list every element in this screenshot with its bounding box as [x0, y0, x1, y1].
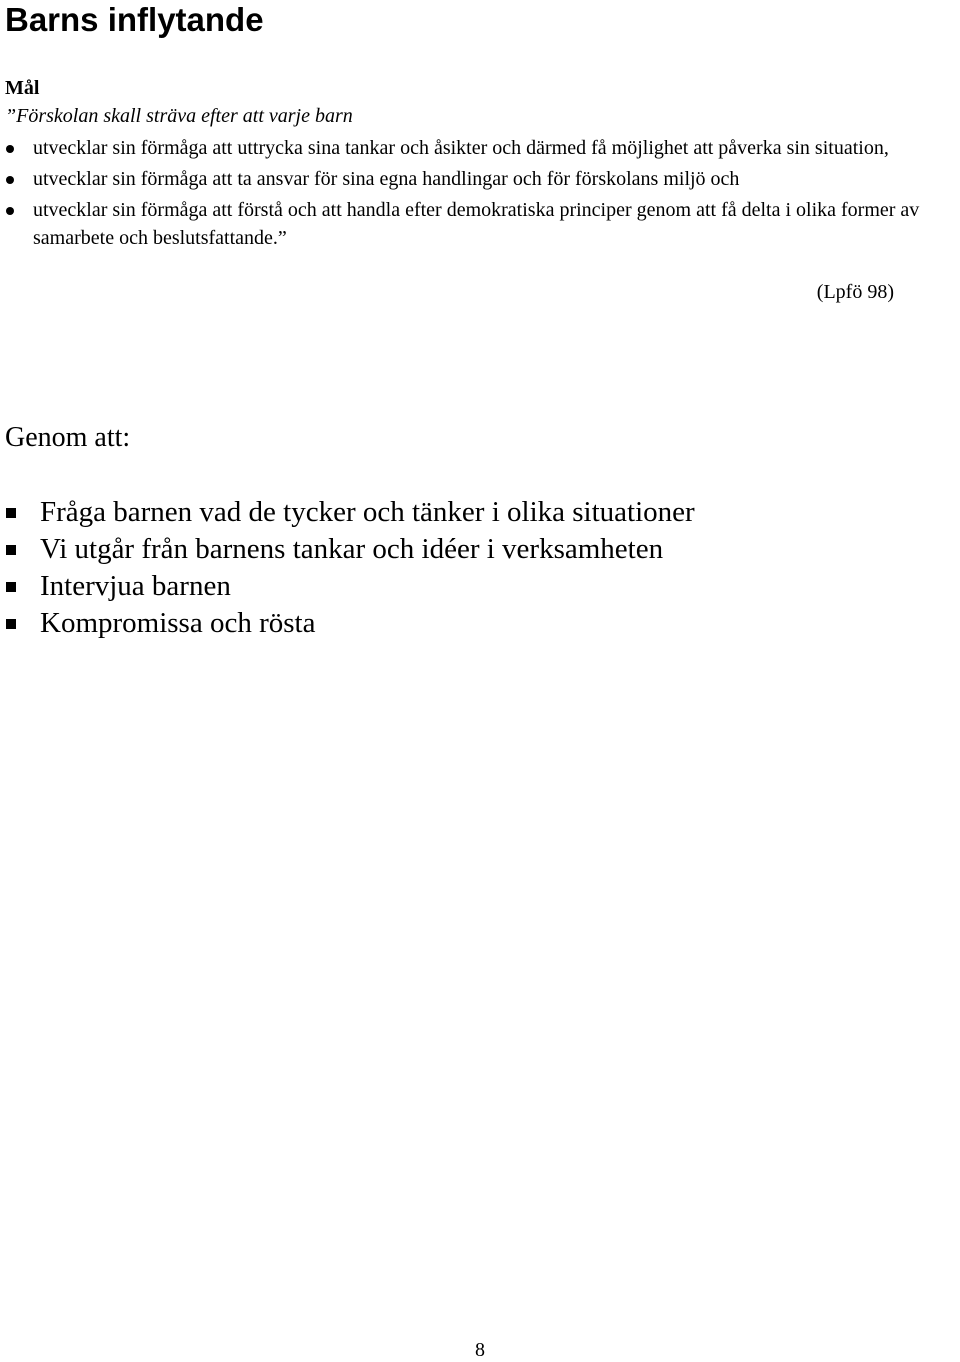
goal-list [0, 134, 960, 255]
goal-list-item [0, 196, 960, 252]
action-list-item [0, 531, 695, 568]
goal-item-text: utvecklar sin förmåga att förstå och att handla efter demokratiska principer genom att få delta i olika former av samarbete och beslutsfattande.” [33, 199, 920, 249]
bullet-dot-icon [6, 207, 14, 215]
bullet-square-icon [6, 545, 16, 555]
action-item-text: Intervjua barnen [40, 570, 231, 602]
goal-label: Mål [5, 77, 40, 99]
bullet-square-icon [6, 619, 16, 629]
goal-list-item [0, 134, 960, 162]
bullet-dot-icon [6, 145, 14, 153]
action-list [0, 494, 695, 642]
goal-item-text: utvecklar sin förmåga att ta ansvar för sina egna handlingar och för förskolans miljö och [33, 168, 740, 190]
goal-intro: ”Förskolan skall sträva efter att varje barn [5, 105, 353, 127]
action-list-item [0, 605, 695, 642]
bullet-square-icon [6, 508, 16, 518]
action-list-item [0, 568, 695, 605]
goal-item-text: utvecklar sin förmåga att uttrycka sina tankar och åsikter och därmed få möjlighet att påverka sin situation, [33, 137, 889, 159]
through-heading: Genom att: [5, 422, 131, 453]
action-item-text: Kompromissa och rösta [40, 607, 316, 639]
bullet-dot-icon [6, 176, 14, 184]
goal-list-item [0, 165, 960, 193]
bullet-square-icon [6, 582, 16, 592]
action-item-text: Vi utgår från barnens tankar och idéer i verksamheten [40, 533, 664, 565]
page-title: Barns inflytande [5, 1, 264, 38]
page-number: 8 [475, 1339, 485, 1361]
action-item-text: Fråga barnen vad de tycker och tänker i olika situationer [40, 496, 695, 528]
action-list-item [0, 494, 695, 531]
source-citation: (Lpfö 98) [816, 281, 894, 303]
